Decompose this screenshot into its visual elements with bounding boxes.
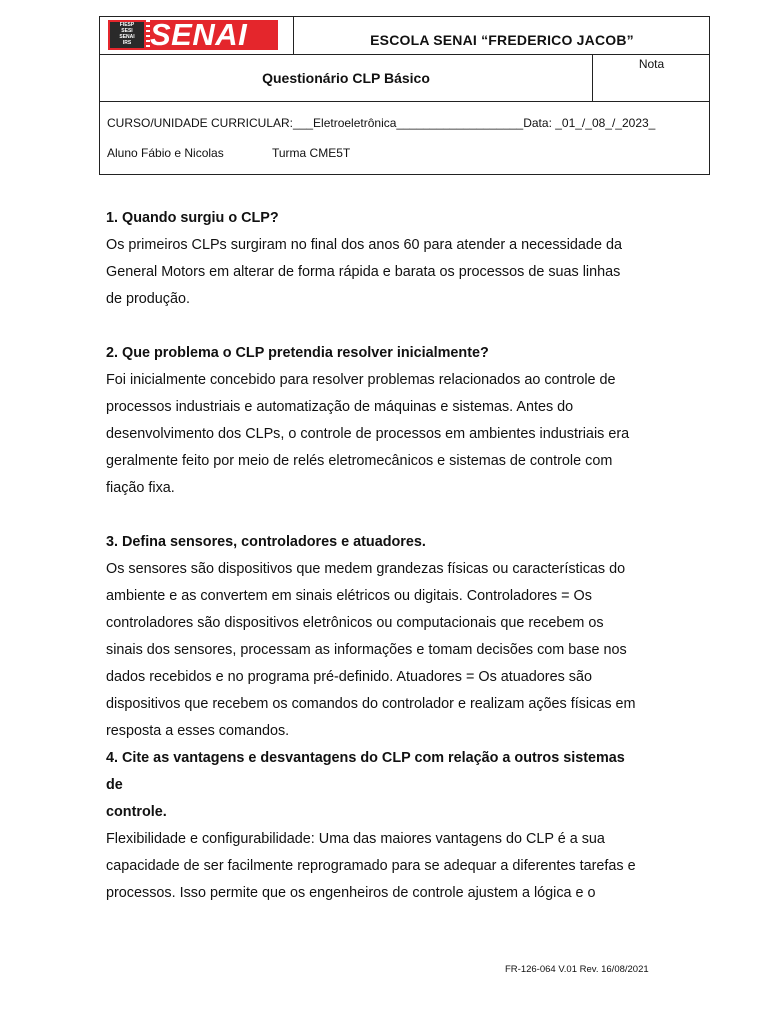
answer-line: General Motors em alterar de forma rápida e barata os processos de suas linhas: [106, 264, 621, 280]
answer-line: Os primeiros CLPs surgiram no final dos anos 60 para atender a necessidade da: [106, 237, 622, 253]
answer-line: geralmente feito por meio de relés eletromecânicos e sistemas de controle com: [106, 453, 613, 469]
answer-line: dispositivos que recebem os comandos do controlador e realizam ações físicas em: [106, 696, 636, 712]
question-4-line-3: controle.: [106, 804, 167, 820]
answer-line: capacidade de ser facilmente reprogramado para se adequar a diferentes tarefas e: [106, 858, 636, 874]
answer-line: fiação fixa.: [106, 480, 175, 496]
logo-cell: [100, 17, 294, 54]
answer-line: ambiente e as convertem em sinais elétricos ou digitais. Controladores = Os: [106, 588, 592, 604]
document-body: [106, 205, 666, 907]
answer-line: processos industriais e automatização de máquinas e sistemas. Antes do: [106, 399, 574, 415]
question-2: 2. Que problema o CLP pretendia resolver inicialmente?: [106, 345, 489, 361]
answer-line: sinais dos sensores, processam as informações e tomam decisões com base nos: [106, 642, 627, 658]
answer-line: Os sensores são dispositivos que medem grandezas físicas ou características do: [106, 561, 626, 577]
answer-line: dados recebidos e no programa pré-definido. Atuadores = Os atuadores são: [106, 669, 592, 685]
logo-badge: [110, 22, 144, 48]
answer-line: desenvolvimento dos CLPs, o controle de processos em ambientes industriais era: [106, 426, 630, 442]
student-row: [107, 146, 351, 160]
badge-line-4: IRS: [122, 40, 132, 46]
senai-logo: [108, 17, 278, 52]
badge-line-3: SENAI: [119, 34, 135, 40]
question-1: 1. Quando surgiu o CLP?: [106, 210, 279, 226]
answer-line: Flexibilidade e configurabilidade: Uma das maiores vantagens do CLP é a sua: [106, 831, 605, 847]
grade-label: Nota: [638, 57, 665, 71]
quiz-title: Questionário CLP Básico: [262, 69, 430, 86]
header-row-1: [100, 17, 709, 55]
answer-line: processos. Isso permite que os engenheiros de controle ajustem a lógica e o: [106, 885, 596, 901]
spacer: [106, 313, 666, 340]
answer-line: controladores são dispositivos eletrônicos ou computacionais que recebem os: [106, 615, 604, 631]
school-name: ESCOLA SENAI “FREDERICO JACOB”: [370, 31, 634, 48]
answer-line: de produção.: [106, 291, 191, 307]
question-4-line-1: 4. Cite as vantagens e desvantagens do CLP com relação a outros sistemas: [106, 750, 625, 766]
spacer: [106, 502, 666, 529]
student-line: Aluno Fábio e Nicolas: [107, 146, 224, 160]
badge-line-1: FIESP: [119, 22, 135, 28]
answer-line: resposta a esses comandos.: [106, 723, 290, 739]
question-4-line-2: de: [106, 777, 123, 793]
answer-line: Foi inicialmente concebido para resolver problemas relacionados ao controle de: [106, 372, 616, 388]
course-line: CURSO/UNIDADE CURRICULAR:___Eletroeletrônica___________________Data: _01_/_08_/_2023_: [107, 116, 656, 130]
badge-line-2: SESI: [121, 28, 133, 34]
grade-cell: [592, 54, 710, 101]
logo-word: SENAI: [150, 17, 248, 52]
class-line: Turma CME5T: [272, 146, 351, 160]
question-3: 3. Defina sensores, controladores e atuadores.: [106, 534, 426, 550]
header-table: [99, 16, 710, 175]
form-code-footer: FR-126-064 V.01 Rev. 16/08/2021: [505, 964, 649, 975]
header-row-2: [100, 54, 709, 102]
